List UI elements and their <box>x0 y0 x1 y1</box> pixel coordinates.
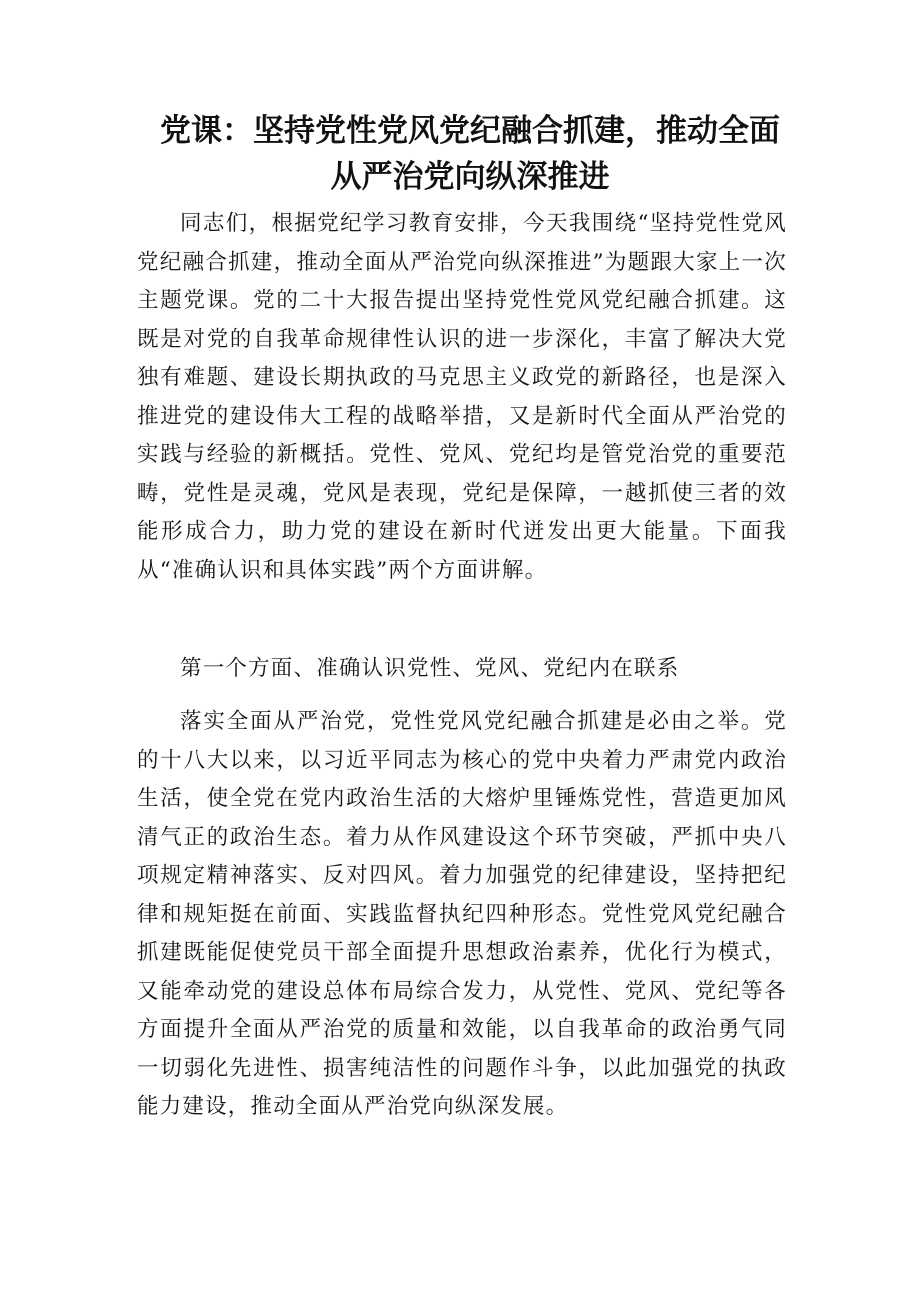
title-line-1: 党课：坚持党性党风党纪融合抓建，推动全面 <box>160 113 780 149</box>
document-title <box>120 108 820 200</box>
section-paragraph: 落实全面从严治党，党性党风党纪融合抓建是必由之举。党的十八大以来，以习近平同志为核心的党中央着力严肃党内政治生活，使全党在党内政治生活的大熔炉里锤炼党性，营造更加风清气正的政治生态。着力从作风建设这个环节突破，严抓中央八项规定精神落实、反对四风。着力加强党的纪律建设，坚持把纪律和规矩挺在前面、实践监督执纪四种形态。党性党风党纪融合抓建既能促使党员干部全面提升思想政治素养，优化行为模式，又能牵动党的建设总体布局综合发力，从党性、党风、党纪等各方面提升全面从严治党的质量和效能，以自我革命的政治勇气同一切弱化先进性、损害纯洁性的问题作斗争，以此加强党的执政能力建设，推动全面从严治党向纵深发展。 <box>137 709 787 1119</box>
intro-paragraph: 同志们，根据党纪学习教育安排，今天我围绕“坚持党性党风党纪融合抓建，推动全面从严治党向纵深推进”为题跟大家上一次主题党课。党的二十大报告提出坚持党性党风党纪融合抓建。这既是对党的自我革命规律性认识的进一步深化，丰富了解决大党独有难题、建设长期执政的马克思主义政党的新路径，也是深入推进党的建设伟大工程的战略举措，又是新时代全面从严治党的实践与经验的新概括。党性、党风、党纪均是管党治党的重要范畴，党性是灵魂，党风是表现，党纪是保障，一越抓使三者的效能形成合力，助力党的建设在新时代迸发出更大能量。下面我从“准确认识和具体实践”两个方面讲解。 <box>137 211 787 583</box>
title-line-2: 从严治党向纵深推进 <box>330 159 610 195</box>
section-heading: 第一个方面、准确认识党性、党风、党纪内在联系 <box>180 656 680 681</box>
